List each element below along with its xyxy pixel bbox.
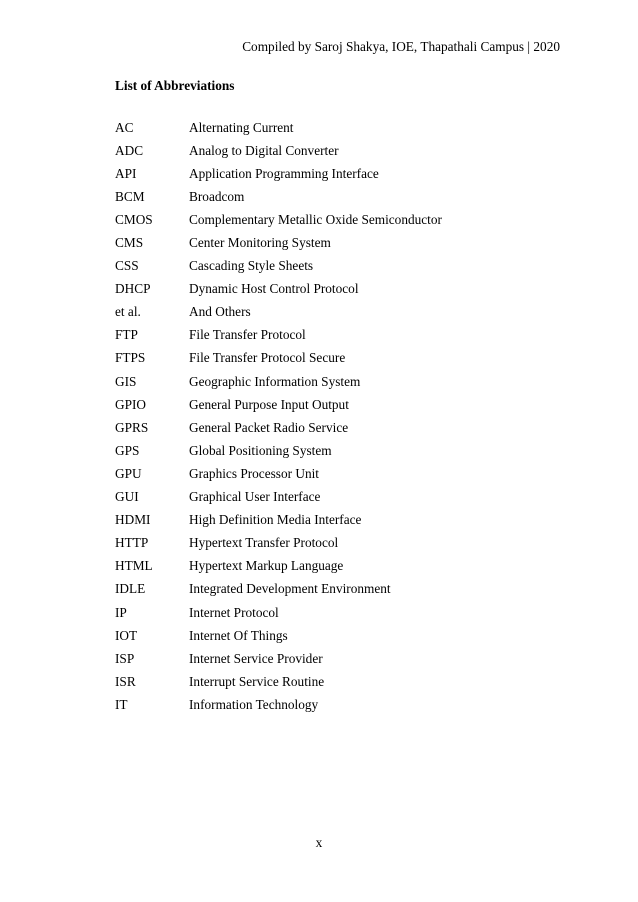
abbreviation-definition: Graphics Processor Unit — [189, 465, 319, 481]
abbreviation-term: GUI — [115, 489, 139, 505]
abbreviation-row — [115, 278, 442, 301]
abbreviation-definition: Interrupt Service Routine — [189, 673, 325, 689]
abbreviation-term: CSS — [115, 258, 139, 274]
abbreviation-row — [115, 532, 442, 555]
abbreviation-term: AC — [115, 119, 134, 135]
abbreviation-definition: Internet Service Provider — [189, 650, 323, 666]
abbreviation-row — [115, 370, 442, 393]
abbreviation-row — [115, 324, 442, 347]
abbreviation-term: IOT — [115, 627, 138, 643]
abbreviation-row — [115, 116, 442, 139]
abbreviation-definition: General Packet Radio Service — [189, 419, 349, 435]
abbreviation-term: ISP — [115, 650, 135, 666]
abbreviation-term: et al. — [115, 304, 141, 320]
abbreviation-row — [115, 439, 442, 462]
abbreviation-term: GPU — [115, 465, 142, 481]
abbreviation-row — [115, 301, 442, 324]
abbreviation-term: API — [115, 165, 137, 181]
abbreviation-term: CMS — [115, 235, 144, 251]
abbreviation-row — [115, 462, 442, 485]
abbreviation-row — [115, 139, 442, 162]
abbreviation-row — [115, 185, 442, 208]
abbreviation-definition: Application Programming Interface — [189, 165, 379, 181]
abbreviation-definition: Alternating Current — [189, 119, 294, 135]
abbreviation-definition: Graphical User Interface — [189, 489, 321, 505]
abbreviation-term: FTP — [115, 327, 138, 343]
abbreviation-row — [115, 208, 442, 231]
abbreviation-row — [115, 486, 442, 509]
abbreviation-term: HDMI — [115, 512, 151, 528]
abbreviation-term: HTML — [115, 558, 153, 574]
abbreviation-definition: Complementary Metallic Oxide Semiconductor — [189, 211, 442, 227]
abbreviation-term: FTPS — [115, 350, 146, 366]
abbreviation-row — [115, 509, 442, 532]
abbreviation-definition: File Transfer Protocol Secure — [189, 350, 346, 366]
abbreviation-definition: Hypertext Markup Language — [189, 558, 344, 574]
abbreviation-term: CMOS — [115, 211, 153, 227]
abbreviation-row — [115, 601, 442, 624]
abbreviation-term: BCM — [115, 188, 145, 204]
abbreviation-definition: Dynamic Host Control Protocol — [189, 281, 359, 297]
abbreviation-row — [115, 255, 442, 278]
abbreviation-definition: Geographic Information System — [189, 373, 361, 389]
abbreviation-row — [115, 647, 442, 670]
abbreviation-row — [115, 693, 442, 716]
abbreviation-term: IT — [115, 696, 128, 712]
abbreviation-definition: Hypertext Transfer Protocol — [189, 535, 339, 551]
abbreviation-term: IP — [115, 604, 127, 620]
abbreviation-term: GPIO — [115, 396, 147, 412]
abbreviation-term: HTTP — [115, 535, 149, 551]
abbreviation-definition: Center Monitoring System — [189, 235, 331, 251]
abbreviation-definition: Cascading Style Sheets — [189, 258, 314, 274]
abbreviation-row — [115, 347, 442, 370]
abbreviation-definition: Analog to Digital Converter — [189, 142, 339, 158]
abbreviation-row — [115, 555, 442, 578]
abbreviation-list — [115, 116, 442, 716]
abbreviation-row — [115, 162, 442, 185]
abbreviation-row — [115, 624, 442, 647]
abbreviation-term: IDLE — [115, 581, 146, 597]
abbreviation-definition: File Transfer Protocol — [189, 327, 306, 343]
section-title: List of Abbreviations — [115, 78, 235, 93]
abbreviation-definition: Global Positioning System — [189, 442, 332, 458]
abbreviation-term: ISR — [115, 673, 136, 689]
abbreviation-row — [115, 416, 442, 439]
abbreviation-definition: Internet Of Things — [189, 627, 288, 643]
abbreviation-row — [115, 393, 442, 416]
abbreviation-term: DHCP — [115, 281, 151, 297]
abbreviation-definition: Integrated Development Environment — [189, 581, 391, 597]
abbreviation-term: GIS — [115, 373, 137, 389]
abbreviation-row — [115, 578, 442, 601]
abbreviation-definition: General Purpose Input Output — [189, 396, 349, 412]
abbreviation-definition: Information Technology — [189, 696, 319, 712]
abbreviation-row — [115, 670, 442, 693]
abbreviation-definition: And Others — [189, 304, 251, 320]
abbreviation-definition: High Definition Media Interface — [189, 512, 362, 528]
page-number: x — [315, 835, 323, 850]
abbreviation-definition: Broadcom — [189, 188, 245, 204]
abbreviation-definition: Internet Protocol — [189, 604, 279, 620]
abbreviation-term: ADC — [115, 142, 144, 158]
abbreviation-term: GPS — [115, 442, 140, 458]
abbreviation-term: GPRS — [115, 419, 149, 435]
abbreviation-row — [115, 231, 442, 254]
page-header: Compiled by Saroj Shakya, IOE, Thapathali Campus | 2020 — [242, 39, 560, 54]
